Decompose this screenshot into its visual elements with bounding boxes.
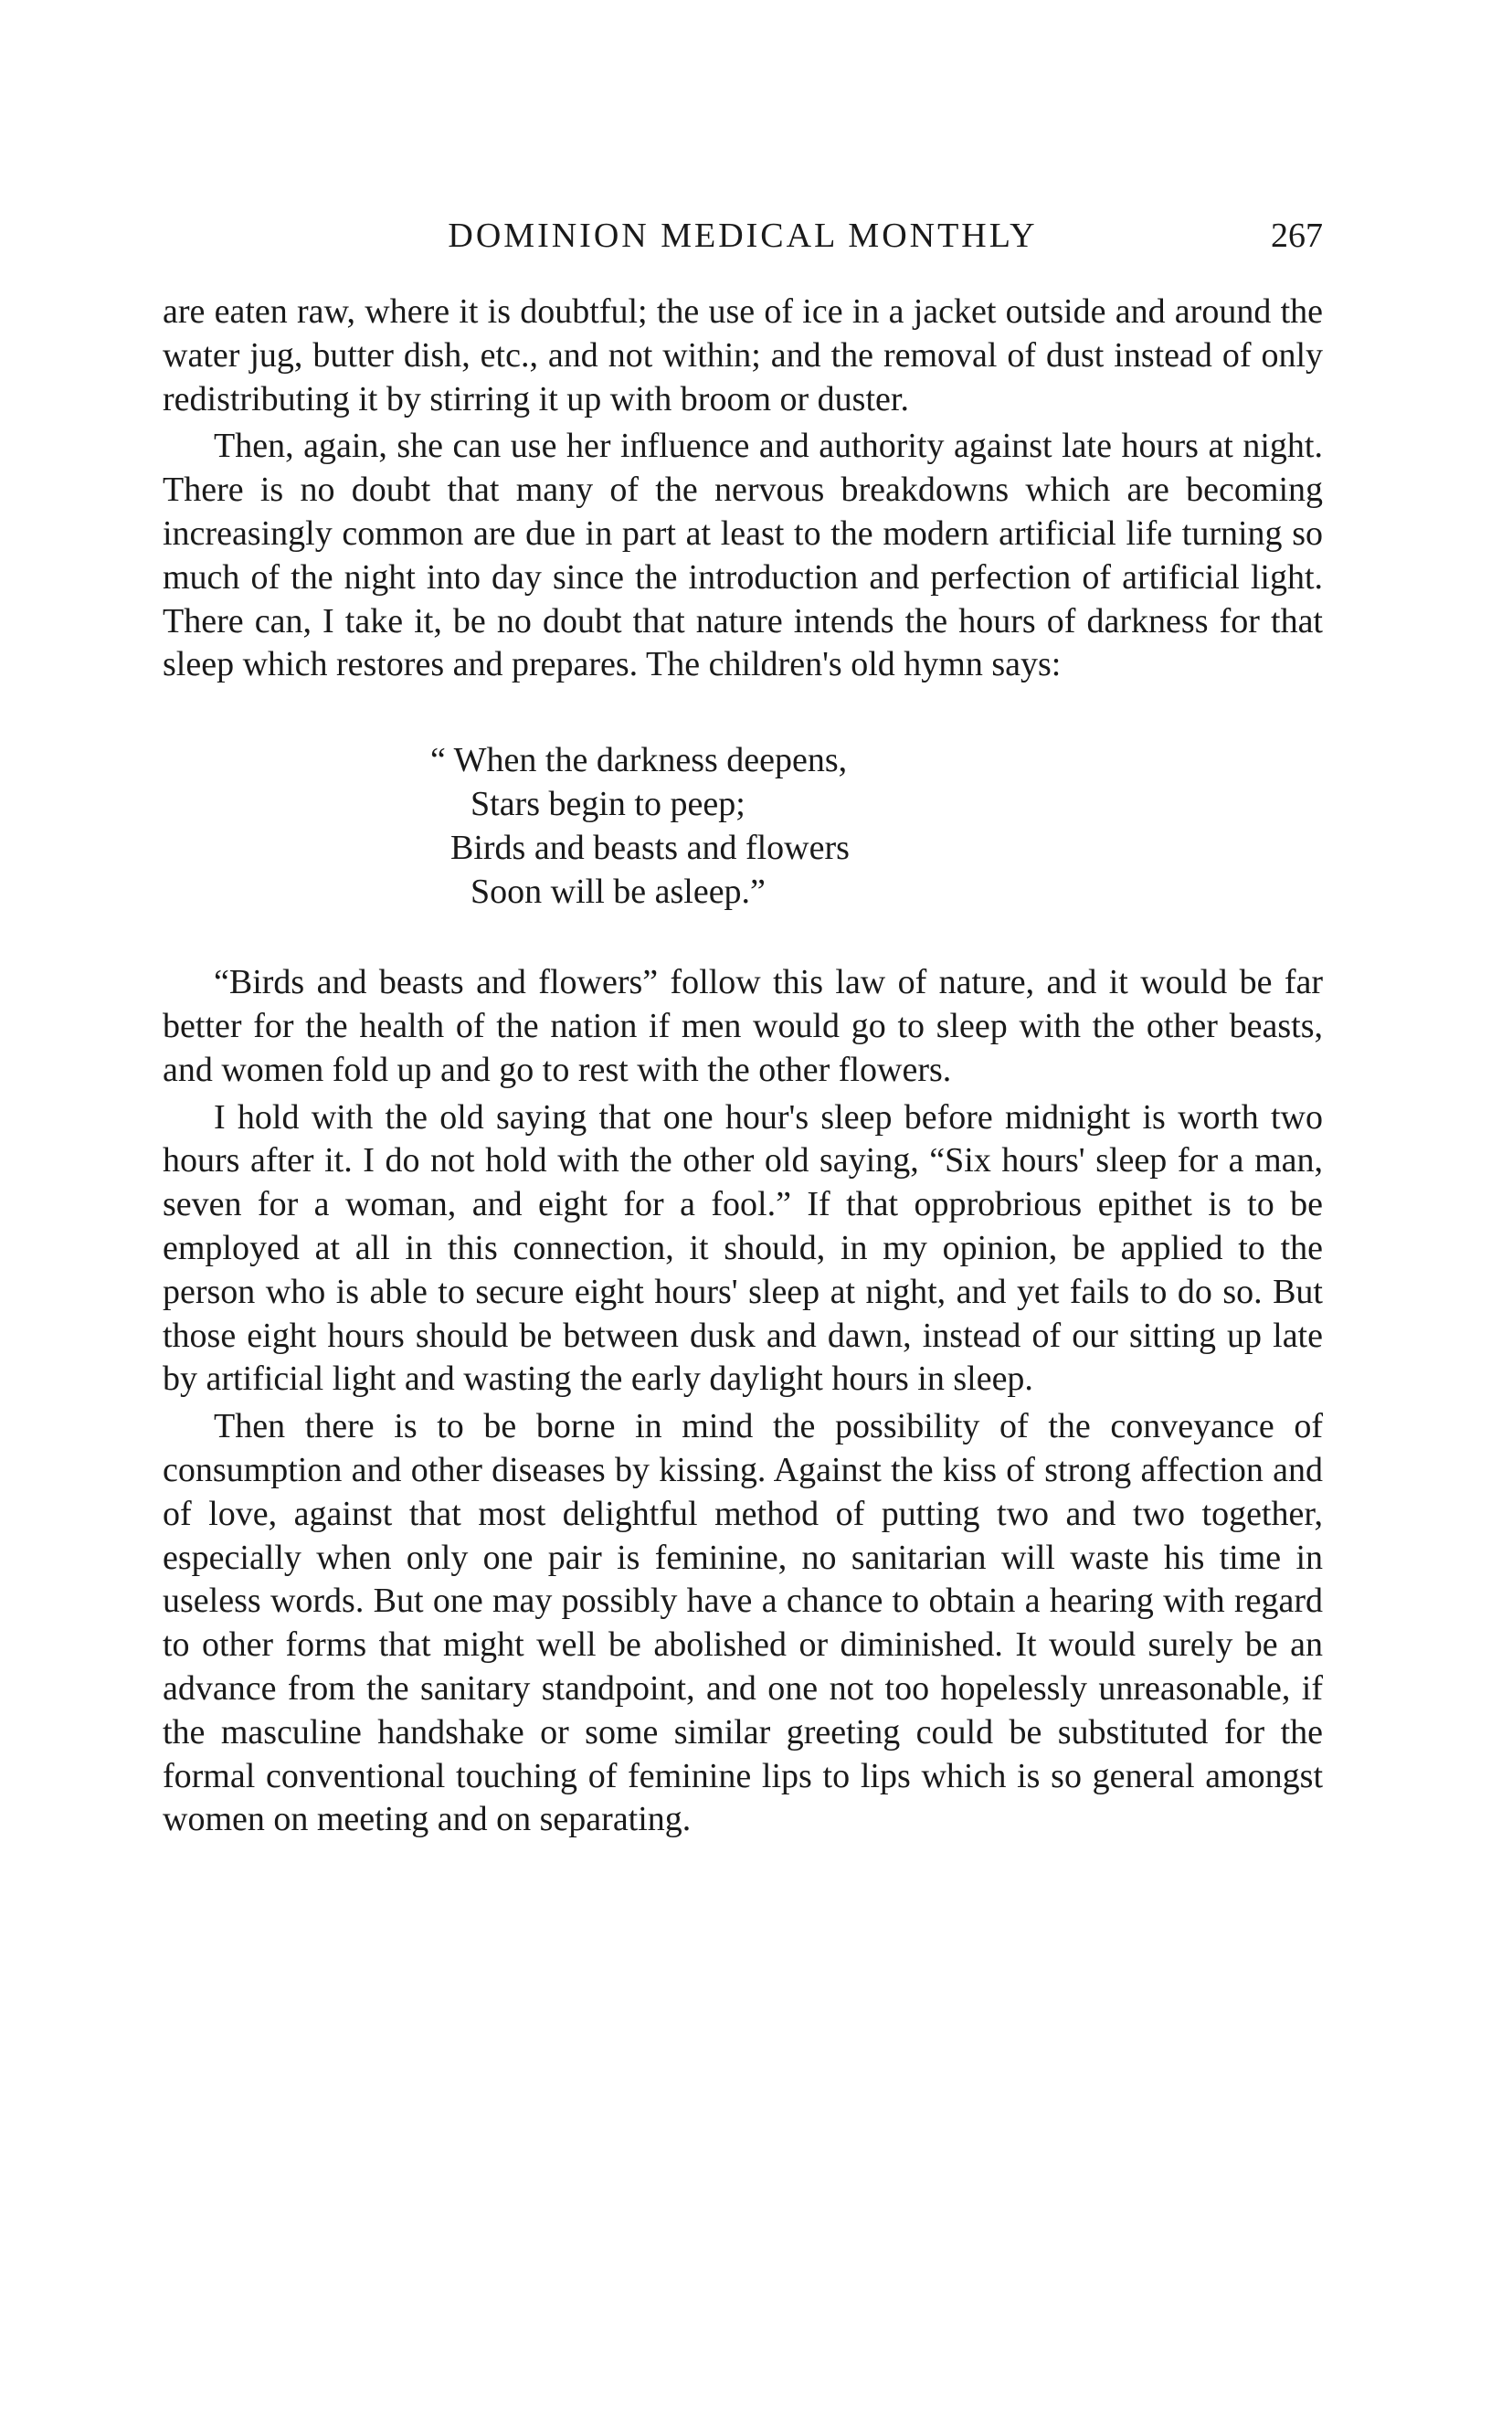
paragraph-sleep-saying: I hold with the old saying that one hour's sleep before midnight is worth two hours after it. I do not hold with the other old saying, “Six hours' sleep for a man, seven for a woman, and eight for a fool.” If that opprobrious epithet is to be employed at all in this connection, it should, in my opinion, be applied to the person who is able to secure eight hours' sleep at night, and yet fails to do so. But those eight hours should be between dusk and dawn, instead of our sitting up late by artificial light and wasting the early daylight hours in sleep. (163, 1097, 1323, 1399)
body-text (163, 291, 1323, 1842)
verse-line-3: Birds and beasts and flowers (450, 829, 850, 868)
verse-line-2: Stars begin to peep; (471, 785, 745, 824)
paragraph-continuation: are eaten raw, where it is doubtful; the use of ice in a jacket outside and around the water jug, butter dish, etc., and not within; and the removal of dust instead of only redistributing it by stirring it up with broom or duster. (163, 292, 1323, 418)
running-title: DOMINION MEDICAL MONTHLY (448, 217, 1038, 255)
page-number: 267 (1271, 217, 1323, 255)
paragraph-late-hours: Then, again, she can use her influence and authority against late hours at night. There is no doubt that many of the nervous breakdowns which are becoming increasingly common are due in part at least to the modern artificial life turning so much of the night into day since the introduction and perfection of artificial light. There can, I take it, be no doubt that nature intends the hours of darkness for that sleep which restores and prepares. The children's old hymn says: (163, 427, 1323, 684)
hymn-verse (163, 738, 1323, 914)
paragraph-law-of-nature: “Birds and beasts and flowers” follow this law of nature, and it would be far better for the health of the nation if men would go to sleep with the other beasts, and women fold up and go to rest with the other flowers. (163, 963, 1323, 1089)
verse-line-1: “ When the darkness deepens, (430, 741, 848, 780)
verse-line-4: Soon will be asleep.” (471, 873, 766, 912)
page-header (163, 208, 1323, 263)
paragraph-kissing: Then there is to be borne in mind the possibility of the conveyance of consumption and other diseases by kissing. Against the kiss of strong affection and of love, against that most delightful method of putting two and two together, especially when only one pair is feminine, no sanitarian will waste his time in useless words. But one may possibly have a chance to obtain a hearing with regard to other forms that might well be abolished or diminished. It would surely be an advance from the sanitary standpoint, and one not too hopelessly unreasonable, if the masculine handshake or some similar greeting could be substituted for the formal conventional touching of feminine lips to lips which is so general amongst women on meeting and on separating. (163, 1407, 1323, 1839)
